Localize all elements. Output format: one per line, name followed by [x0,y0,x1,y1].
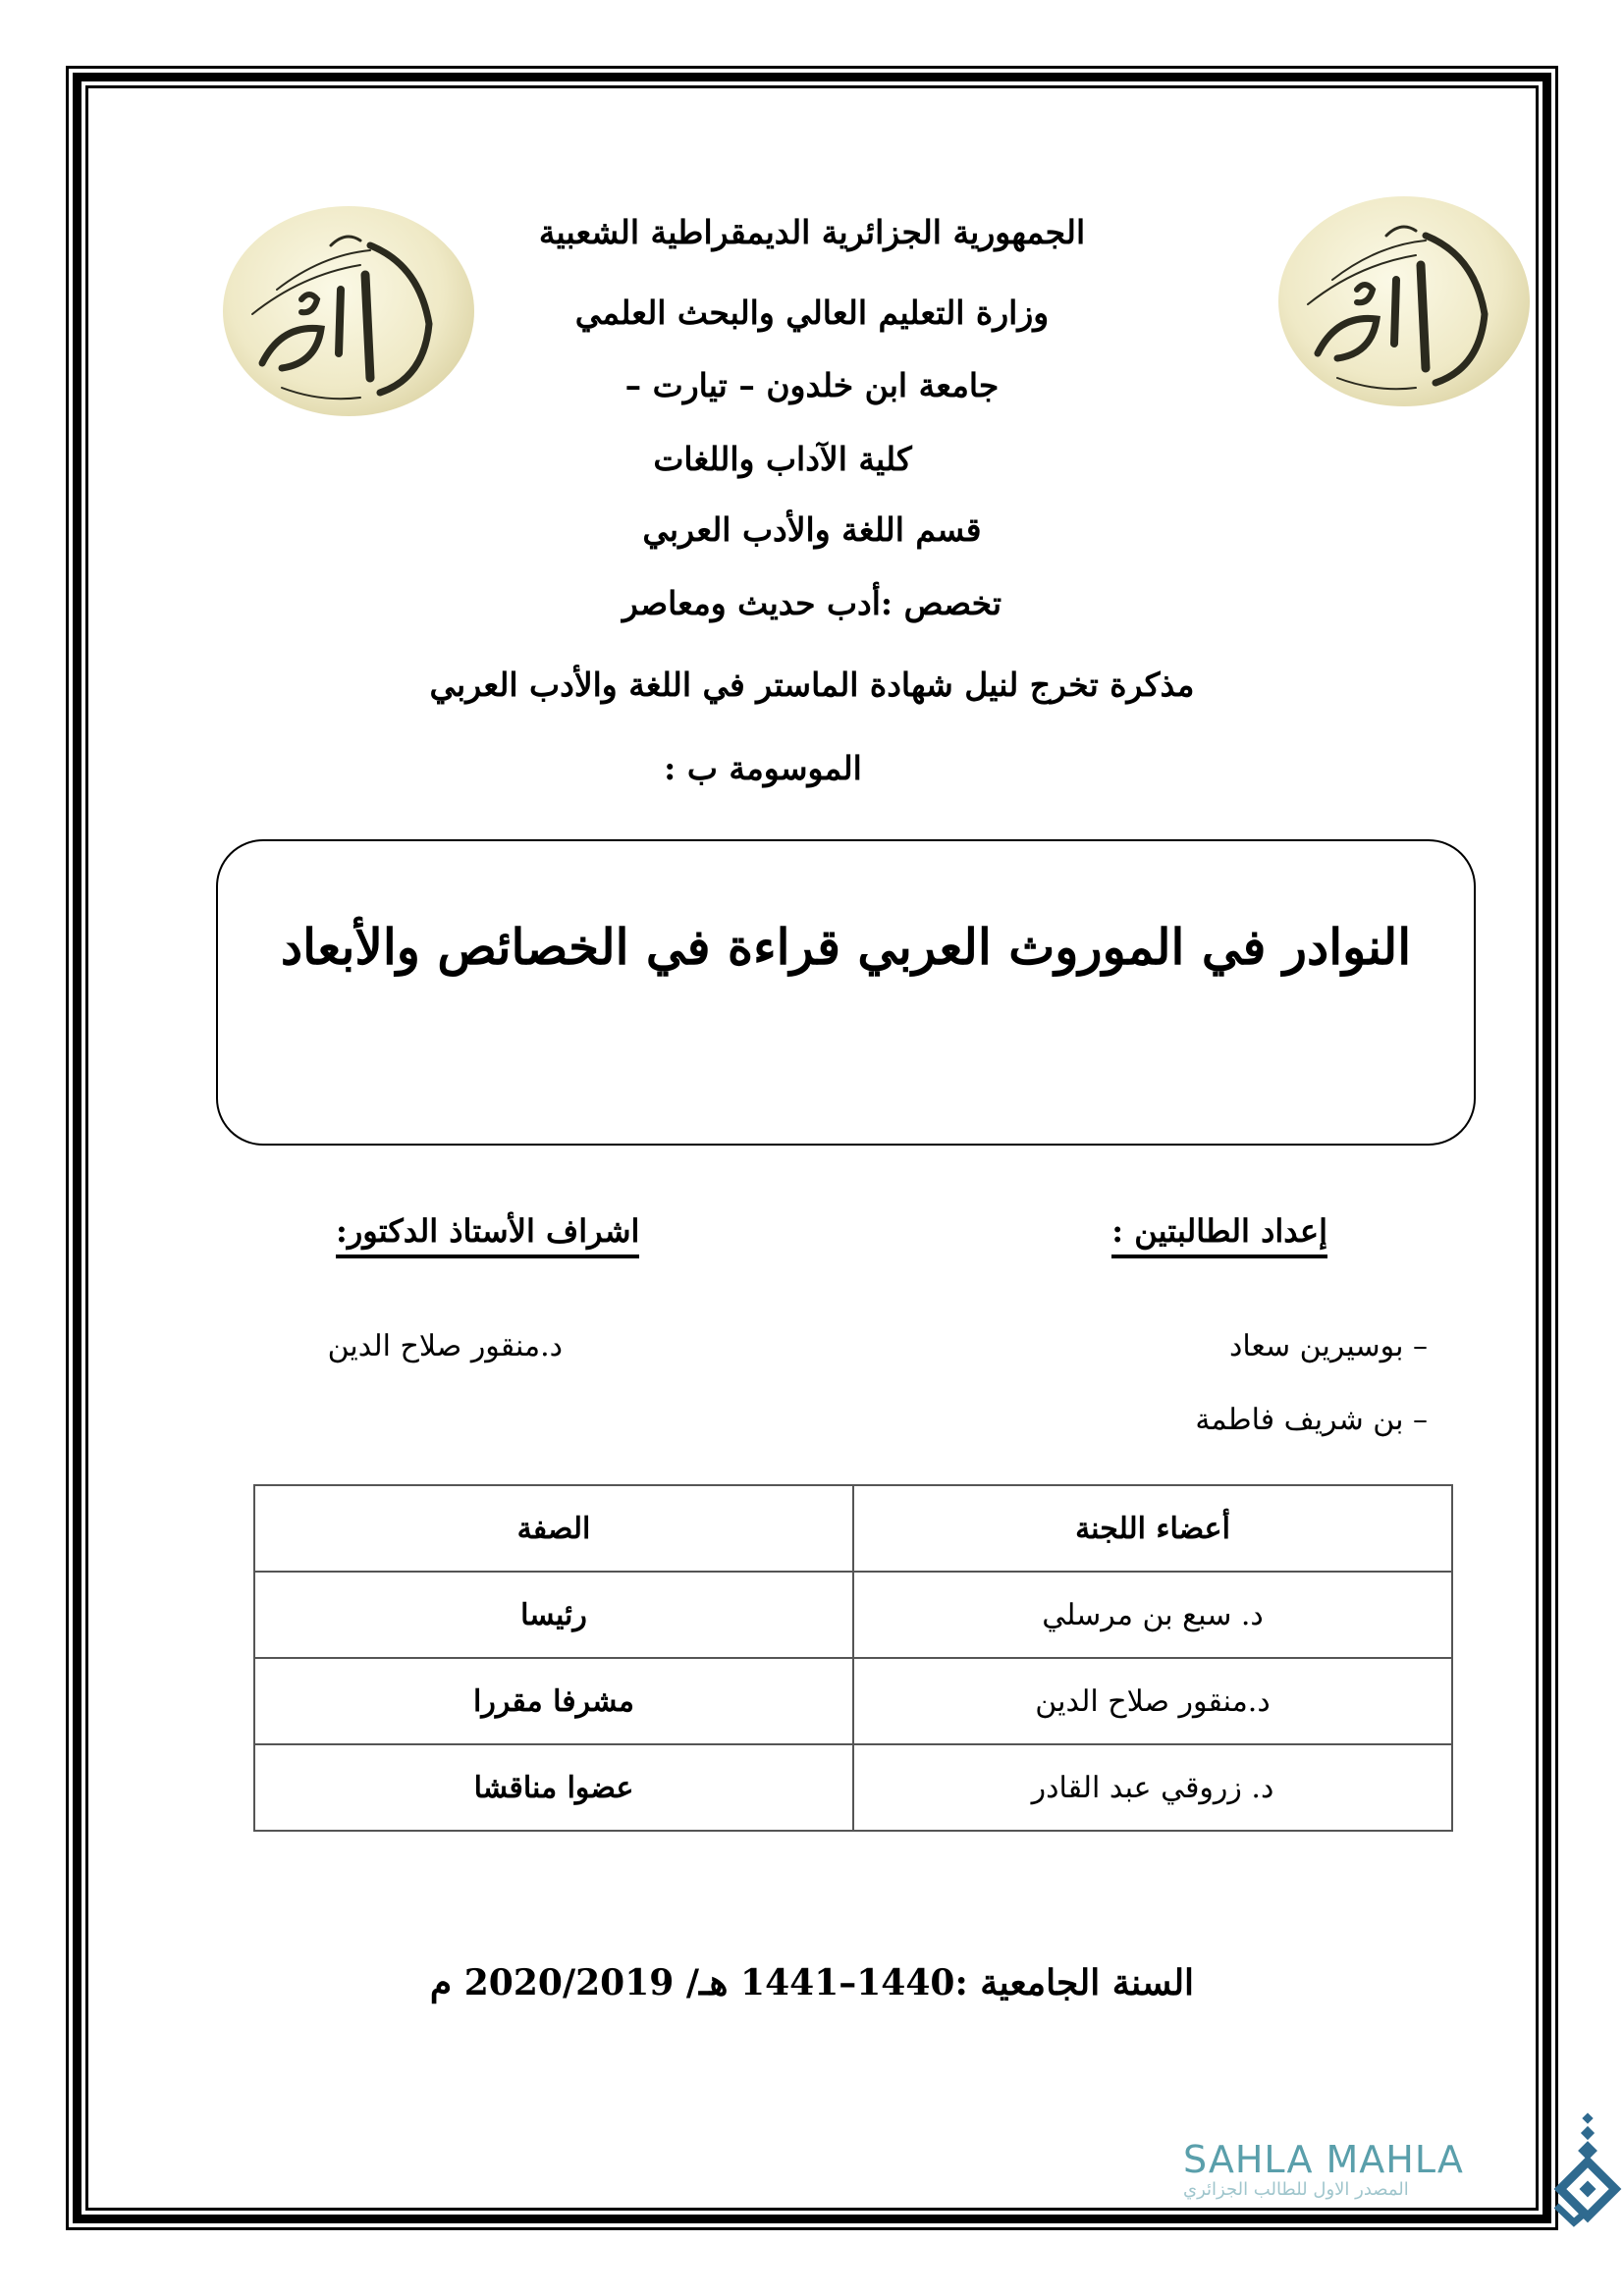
header-specialty: تخصص :أدب حديث ومعاصر [622,584,1002,622]
header-department: قسم اللغة والأدب العربي [642,510,982,549]
supervisor-section [336,1209,639,1258]
sahla-mahla-logo-icon [1554,2112,1623,2228]
table-row [254,1744,1452,1831]
supervisor-name: د.منقور صلاح الدين [327,1329,563,1363]
jury-member-name: د. سبع بن مرسلي [853,1572,1452,1658]
header-thesis-type: مذكرة تخرج لنيل شهادة الماستر في اللغة والأدب العربي [429,666,1195,704]
jury-member-role: عضوا مناقشا [254,1744,853,1831]
table-header-row [254,1485,1452,1572]
academic-year: السنة الجامعية :1440–1441 هـ/ 2020/2019 م [429,1962,1195,2003]
watermark [1183,2140,1507,2201]
header-university: جامعة ابن خلدون – تيارت – [624,366,1000,404]
watermark-title: SAHLA MAHLA [1183,2138,1464,2181]
jury-member-name: د. زروقي عبد القادر [853,1744,1452,1831]
watermark-subtitle: المصدر الاول للطالب الجزائري [1183,2179,1409,2200]
students-heading: إعداد الطالبتين : [1111,1209,1327,1258]
jury-table [253,1484,1453,1832]
students-section [1111,1209,1327,1258]
header-faculty: كلية الآداب واللغات [653,440,912,478]
supervisor-heading: اشراف الأستاذ الدكتور: [336,1209,639,1258]
header-republic: الجمهورية الجزائرية الديمقراطية الشعبية [538,213,1086,251]
title-box [216,839,1476,1146]
header-titled: الموسومة ب : [664,749,862,787]
student-name-1: – بوسيرين سعاد [1229,1329,1428,1363]
header-ministry: وزارة التعليم العالي والبحث العلمي [574,294,1050,332]
jury-member-role: رئيسا [254,1572,853,1658]
student-name-2: – بن شريف فاطمة [1195,1403,1428,1437]
table-row [254,1572,1452,1658]
thesis-title: النوادر في الموروث العربي قراءة في الخصائص والأبعاد [280,918,1412,976]
table-row [254,1658,1452,1744]
column-header-role: الصفة [254,1485,853,1572]
jury-member-name: د.منقور صلاح الدين [853,1658,1452,1744]
column-header-members: أعضاء اللجنة [853,1485,1452,1572]
jury-member-role: مشرفا مقررا [254,1658,853,1744]
